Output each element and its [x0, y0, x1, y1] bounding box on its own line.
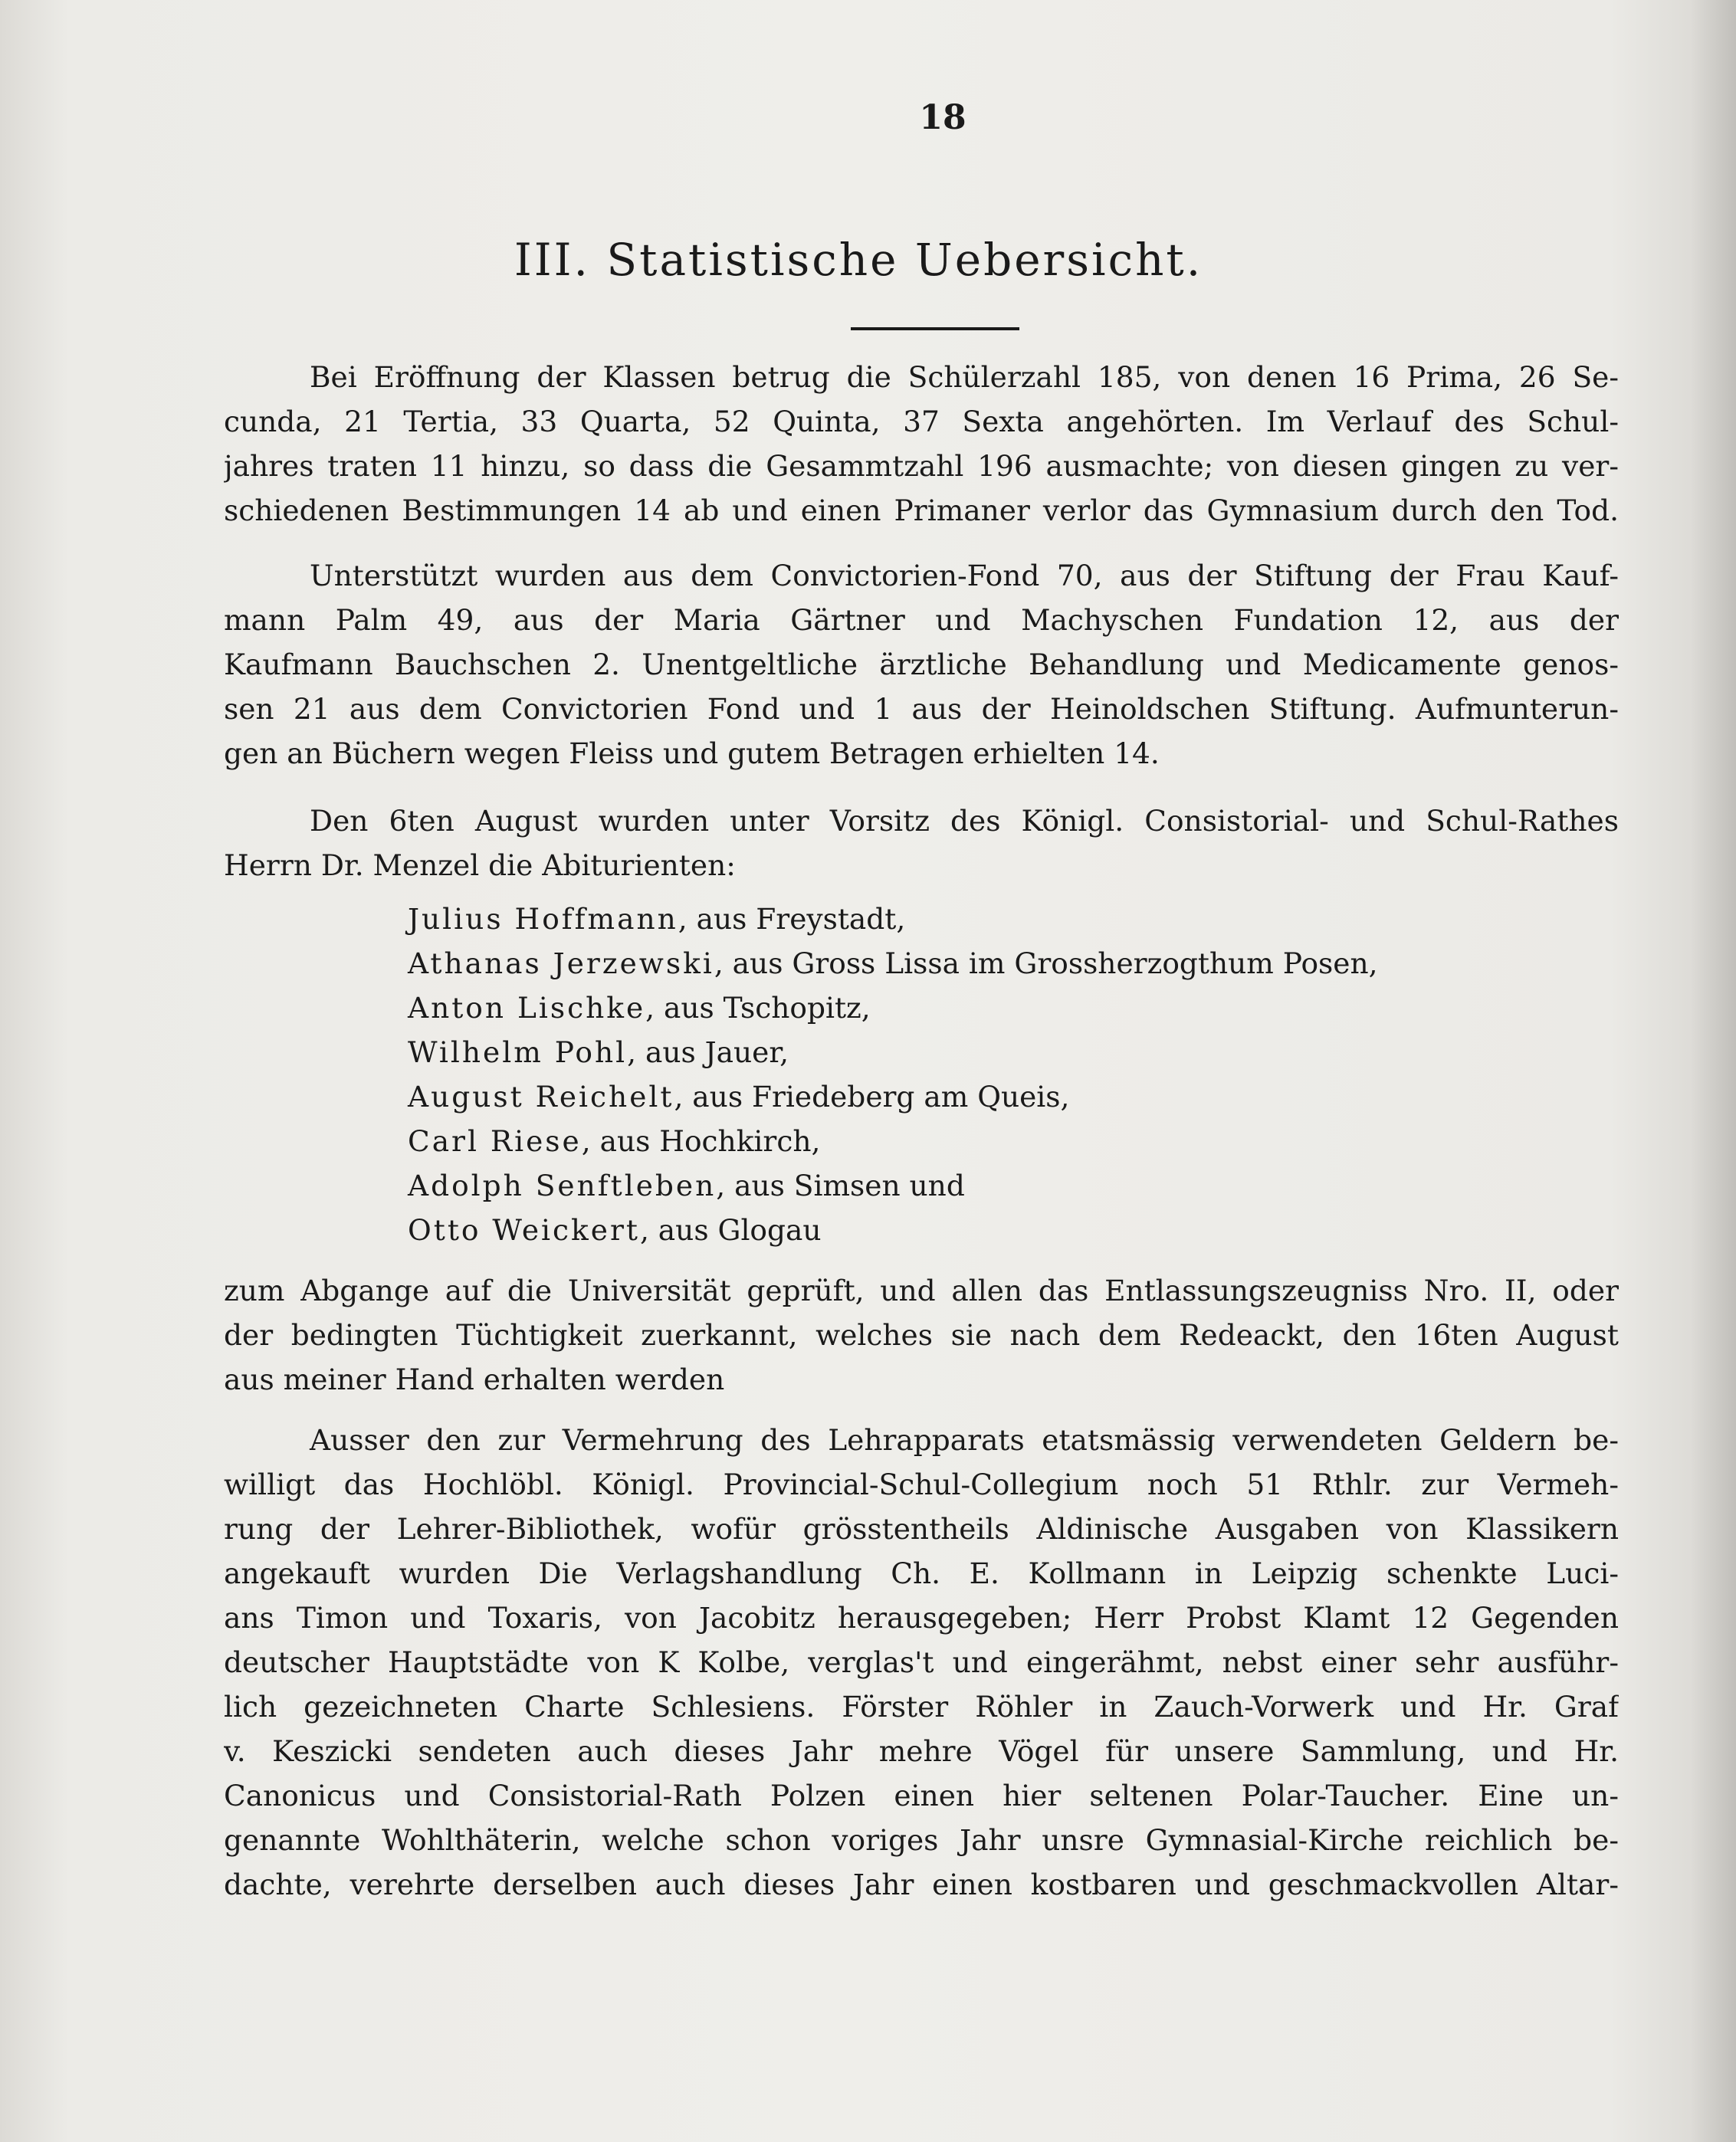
list-item [408, 986, 1557, 1030]
text-line: Den 6ten August wurden unter Vorsitz des Königl. Consistorial- und Schul-Rathes [310, 804, 1619, 838]
text-line: cunda, 21 Tertia, 33 Quarta, 52 Quinta, 37 Sexta angehörten. Im Verlauf des Schul- [224, 405, 1619, 438]
student-name: Julius Hoffmann [408, 902, 678, 936]
text-line: schiedenen Bestimmungen 14 ab und einen Primaner verlor das Gymnasium durch den Tod. [224, 494, 1619, 527]
text-line: deutscher Hauptstädte von K Kolbe, verglas't und eingerähmt, nebst einer sehr ausführ- [224, 1645, 1619, 1679]
text-line: angekauft wurden Die Verlagshandlung Ch. E. Kollmann in Leipzig schenkte Luci- [224, 1556, 1619, 1590]
text-line: aus meiner Hand erhalten werden [224, 1363, 725, 1396]
text-line: zum Abgange auf die Universität geprüft, und allen das Entlassungszeugniss Nro. II, oder [224, 1274, 1619, 1307]
list-item [408, 1119, 1557, 1163]
text-line: rung der Lehrer-Bibliothek, wofür grösstentheils Aldinische Ausgaben von Klassikern [224, 1512, 1619, 1546]
text-line: der bedingten Tüchtigkeit zuerkannt, welches sie nach dem Redeackt, den 16ten August [224, 1318, 1619, 1352]
list-item [408, 1163, 1557, 1208]
paragraph-exam-intro [224, 799, 1619, 887]
student-origin: , aus Glogau [639, 1213, 822, 1247]
paragraph-exam-result [224, 1268, 1619, 1402]
student-name: August Reichelt [408, 1080, 674, 1114]
student-origin: , aus Freystadt, [678, 902, 906, 936]
list-item [408, 1074, 1557, 1119]
title-rule [851, 327, 1019, 330]
student-name: Wilhelm Pohl [408, 1035, 628, 1069]
list-item [408, 897, 1557, 941]
section-title: III. Statistische Uebersicht. [514, 234, 1203, 286]
student-origin: , aus Gross Lissa im Grossherzogthum Posen, [714, 946, 1378, 980]
student-name: Otto Weickert [408, 1213, 640, 1247]
student-name: Anton Lischke [408, 991, 646, 1025]
paragraph-support [224, 553, 1619, 776]
text-line: Bei Eröffnung der Klassen betrug die Schülerzahl 185, von denen 16 Prima, 26 Se- [310, 360, 1619, 394]
text-line: Kaufmann Bauchschen 2. Unentgeltliche ärztliche Behandlung und Medicamente genos- [224, 648, 1619, 681]
page-edge-shadow [1690, 0, 1736, 2142]
text-line: Ausser den zur Vermehrung des Lehrapparats etatsmässig verwendeten Geldern be- [310, 1423, 1619, 1457]
text-line: Unterstützt wurden aus dem Convictorien-Fond 70, aus der Stiftung der Frau Kauf- [310, 559, 1619, 592]
paragraph-enrollment [224, 355, 1619, 533]
student-name: Athanas Jerzewski [408, 946, 714, 980]
student-origin: , aus Simsen und [716, 1169, 965, 1202]
paragraph-donations [224, 1418, 1619, 1907]
page-number: 18 [919, 98, 966, 137]
text-line: Canonicus und Consistorial-Rath Polzen einen hier seltenen Polar-Taucher. Eine un- [224, 1779, 1619, 1812]
student-origin: , aus Tschopitz, [645, 991, 871, 1025]
text-line: sen 21 aus dem Convictorien Fond und 1 aus der Heinoldschen Stiftung. Aufmunterun- [224, 692, 1619, 726]
student-origin: , aus Hochkirch, [581, 1124, 821, 1158]
text-line: Herrn Dr. Menzel die Abiturienten: [224, 848, 736, 882]
student-name: Carl Riese [408, 1124, 582, 1158]
text-line: lich gezeichneten Charte Schlesiens. Förster Röhler in Zauch-Vorwerk und Hr. Graf [224, 1690, 1619, 1724]
student-origin: , aus Jauer, [627, 1035, 789, 1069]
list-item [408, 941, 1557, 986]
text-line: willigt das Hochlöbl. Königl. Provincial-Schul-Collegium noch 51 Rthlr. zur Vermeh- [224, 1468, 1619, 1501]
text-line: v. Keszicki sendeten auch dieses Jahr mehre Vögel für unsere Sammlung, und Hr. [224, 1734, 1619, 1768]
abiturienten-list [408, 897, 1557, 1252]
text-line: genannte Wohlthäterin, welche schon voriges Jahr unsre Gymnasial-Kirche reichlich be- [224, 1823, 1619, 1857]
student-name: Adolph Senftleben [408, 1169, 717, 1202]
text-line: gen an Büchern wegen Fleiss und gutem Betragen erhielten 14. [224, 736, 1160, 770]
list-item [408, 1030, 1557, 1074]
text-line: mann Palm 49, aus der Maria Gärtner und Machyschen Fundation 12, aus der [224, 603, 1619, 637]
student-origin: , aus Friedeberg am Queis, [674, 1080, 1070, 1114]
text-line: dachte, verehrte derselben auch dieses Jahr einen kostbaren und geschmackvollen Altar- [224, 1868, 1619, 1901]
text-line: jahres traten 11 hinzu, so dass die Gesammtzahl 196 ausmachte; von diesen gingen zu ver- [224, 449, 1619, 483]
list-item [408, 1208, 1557, 1252]
text-line: ans Timon und Toxaris, von Jacobitz herausgegeben; Herr Probst Klamt 12 Gegenden [224, 1601, 1619, 1635]
